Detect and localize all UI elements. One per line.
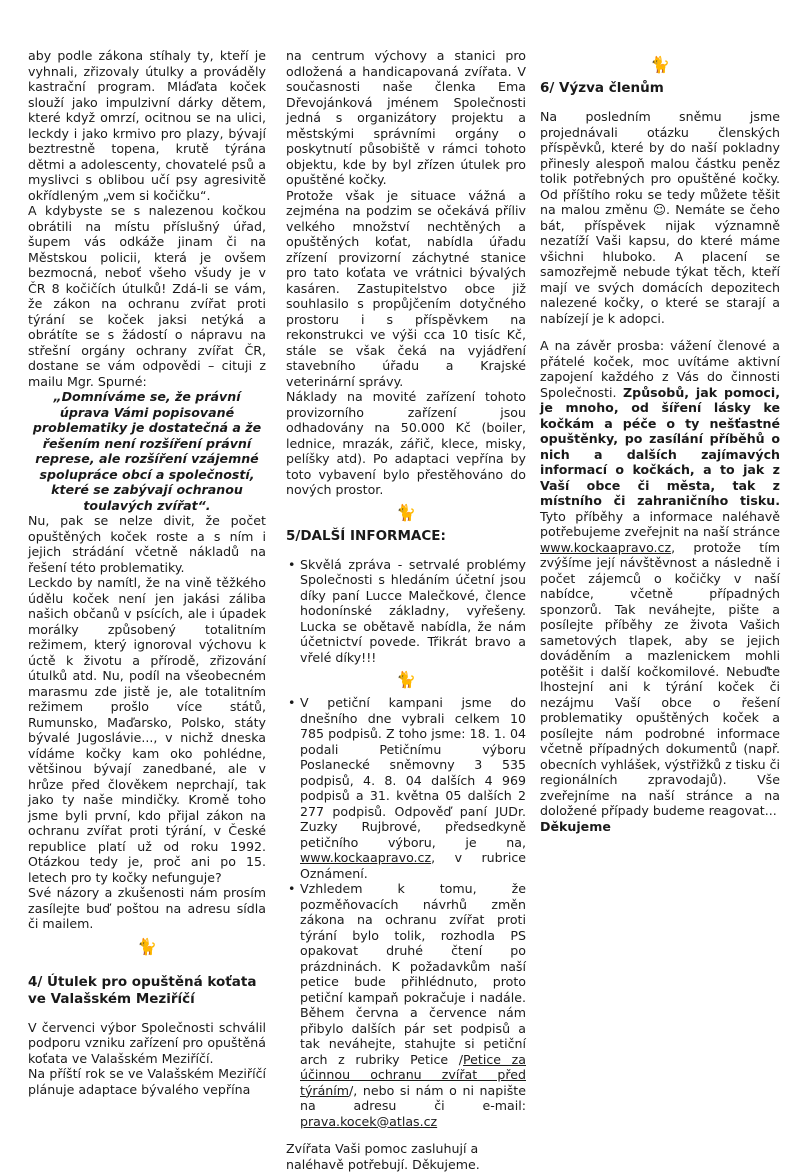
info-list	[286, 695, 526, 1129]
quote: „Domníváme se, že právní úprava Vámi popisované problematiky je dostatečná a že řešením není rozšíření právní represe, ale rozšíření vzájemné spolupráce obcí a společností, které se zabývají ochranou toulavých zvířat“.	[32, 389, 262, 513]
website-link[interactable]: www.kockaapravo.cz	[540, 539, 672, 555]
paragraph: Na posledním sněmu jsme projednávali otázku členských příspěvků, které by do naší pokladny přinesly alespoň malou částku peněz tolik potřebných pro opuštěné kočky. Od příštího roku se tedy můžete těšit na malou změnu ☺. Nemáte se čeho bát, příspěvek nijak významně nezatíží Vaši kapsu, do které máme všichni hluboko. A placení se samozřejmě nebude týkat těch, kteří mají ve svých domácích depozitech nalezené kočky, o které se starají a nabízejí je k adopci.	[540, 109, 780, 326]
section-heading: 4/ Útulek pro opuštěná koťata ve Valašském Meziříčí	[28, 973, 257, 1007]
column-3	[540, 48, 780, 834]
info-list	[286, 557, 526, 666]
cat-silhouette-icon: 🐈	[137, 936, 157, 956]
paragraph: Leckdo by namítl, že na vině těžkého údělu koček není jen jakási záliba našich občanů v psících, ale i úpadek morálky způsobený totalitním režimem, který ignoroval výchovu k úctě k životu a přírodě, zřizování útulků atd. Nu, podíl na všeobecném marasmu zde jistě je, ale totalitním režimem prošlo více států, Rumunsko, Maďarsko, Polsko, státy bývalé Jugoslávie..., v nichž dneska vídáme kočky kam oko pohlédne, většinou bývají zanedbané, ale v hrůze před člověkem neprchají, tak jako ty naše mindičky. Kromě toho jsme byli první, kdo přijal zákon na ochranu zvířat proti týrání, v České republice platí už od roku 1992. Otázkou tedy je, proč ani po 15. letech pro ty kočky nefunguje?	[28, 575, 266, 885]
list-item: • V petiční kampani jsme do dnešního dne vybrali celkem 10 785 podpisů. Z toho jsme: 18. 1. 04 podali Petičnímu výboru Poslanecké sněmovny 3 535 podpisů, 4. 8. 04 dalších 4 969 podpisů a 31. května 05 dalších 2 277 podpisů. Odpověď paní JUDr. Zuzky Rujbrové, předsedkyně petičního výboru, je na, www.kockaapravo.cz, v rubrice Oznámení.	[300, 695, 526, 881]
section-heading: 6/ Výzva členům	[540, 80, 664, 96]
cat-silhouette-icon: 🐈	[650, 55, 670, 74]
section-heading: 5/DALŠÍ INFORMACE:	[286, 527, 446, 544]
paragraph: Protože však je situace vážná a zejména na podzim se očekává příliv velkého množství nechtěných a opuštěných koťat, nabídla úřadu zřízení provizorní záchytné stanice pro tato koťata ve vrátnici bývalých kasáren. Zastupitelstvo obce již souhlasilo s propůjčením dotyčného prostoru i s příspěvkem na rekonstrukci ve výši cca 10 tisíc Kč, stále se však čeká na vyjádření stavebního úřadu a Krajské veterinární správy.	[286, 187, 526, 389]
cat-silhouette-icon: 🐈	[396, 670, 416, 689]
petition-link[interactable]: Petice za účinnou ochranu zvířat před týráním	[300, 1051, 526, 1098]
list-item: • Skvělá zpráva - setrvalé problémy Společnosti s hledáním účetní jsou díky paní Lucce Malečkové, člence hodonínské základny, vyřešeny. Lucka se obětavě nabídla, že nám účetnictví povede. Třikrát bravo a vřelé díky!!!	[300, 557, 526, 666]
website-link[interactable]: www.kockaapravo.cz	[300, 850, 432, 865]
paragraph: na centrum výchovy a stanici pro odložená a handicapovaná zvířata. V současnosti naše členka Ema Dřevojánková jménem Společnosti jedná s organizátory projektu a městskými správními orgány o poskytnutí působiště v rámci tohoto objektu, kde by byl zřízen útulek pro opuštěné kočky.	[286, 48, 526, 187]
paragraph: A kdybyste se s nalezenou kočkou obrátili na místu příslušný úřad, šupem vás odkáže jinam či na Městskou policii, která je ovšem bezmocná, neboť všeho všudy je v ČR 8 kočičích útulků! Zdá-li se vám, že zákon na ochranu zvířat proti týrání se koček jaksi netýká a obrátíte se s žádostí o nápravu na střešní orgány ochrany zvířat ČR, dostane se vám odpovědi – cituji z mailu Mgr. Spurné:	[28, 203, 266, 389]
column-2	[286, 48, 526, 1172]
paragraph: Náklady na movité zařízení tohoto provizorního zařízení jsou odhadovány na 50.000 Kč (boiler, lednice, mrazák, zářič, klece, misky, pelíšky atd). Po adaptaci vepřína by toto vybavení bylo přestěhováno do nových prostor.	[286, 389, 526, 497]
cat-silhouette-icon: 🐈	[396, 502, 416, 522]
paragraph: aby podle zákona stíhaly ty, kteří je vyhnali, zřizovaly útulky a prováděly kastrační program. Mláďata koček slouží jako impulzivní dárky dětem, které když omrzí, ocitnou se na ulici, leckdy i jako krmivo pro plazy, bývají beztrestně topena, krutě týrána dětmi a adolescenty, chovatelé psů a myslivci s oblibou učí psy agresivitě okřídleným „vem si kočičku“.	[28, 48, 266, 203]
closing-note: Zvířata Vaši pomoc zasluhují a naléhavě potřebují. Děkujeme.	[286, 1141, 480, 1172]
paragraph: Na příští rok se ve Valašském Meziříčí plánuje adaptace bývalého vepřína	[28, 1066, 266, 1097]
column-1	[28, 48, 266, 1097]
paragraph: V červenci výbor Společnosti schválil podporu vzniku zařízení pro opuštěná koťata ve Valašském Meziříčí.	[28, 1019, 266, 1066]
list-item: • Vzhledem k tomu, že pozměňovacích návrhů změn zákona na ochranu zvířat proti týrání bylo tolik, rozhodla PS opakovat druhé čtení po prázdninách. K požadavkům naší petice bude přihlédnuto, proto petiční kampaň pokračuje i nadále. Během června a července nám přibylo dalších pár set podpisů a tak neváhejte, stahujte si petiční arch z rubriky Petice /Petice za účinnou ochranu zvířat před týráním/, nebo si nám o ni napište na adresu či e-mail: prava.kocek@atlas.cz	[300, 881, 526, 1129]
email-link[interactable]: prava.kocek@atlas.cz	[300, 1113, 438, 1129]
paragraph: A na závěr prosba: vážení členové a přátelé koček, moc uvítáme aktivní zapojení každého z Vás do činnosti Společnosti. Způsobů, jak pomoci, je mnoho, od šíření lásky ke kočkám a péče o ty nešťastné opuštěnky, po zasílání příběhů o nich a dalších zajímavých informací o kočkách, a to jak z Vaší obce či města, tak z místního či zahraničního tisku. Tyto příběhy a informace naléhavě potřebujeme zveřejnit na naší stránce www.kockaapravo.cz, protože tím zvýšíme její návštěvnost a následně i počet zájemců o kočičky v naší nabídce, včetně případných sponzorů. Tak neváhejte, pište a posílejte příběhy ze života Vašich sametových tlapek, aby se jejich dováděním a mazlenickem mohli potěšit i další kočkomilové. Nebuďte lhostejní ani k týrání koček či nezájmu Vaší obce o řešení problematiky opuštěných koček a posílejte nám podrobné informace včetně případných dokumentů (např. obecních vyhlášek, výstřižků z tisku či regionálních zpravodajů). Vše zveřejníme na naší stránce a na doložené případy budeme reagovat...	[540, 338, 780, 818]
thanks: Děkujeme	[540, 818, 611, 834]
paragraph: Nu, pak se nelze divit, že počet opuštěných koček roste a s ním i jejich strádání včetně nákladů na řešení této problematiky.	[28, 513, 266, 575]
paragraph: Své názory a zkušenosti nám prosím zasílejte buď poštou na adresu sídla či mailem.	[28, 885, 266, 931]
